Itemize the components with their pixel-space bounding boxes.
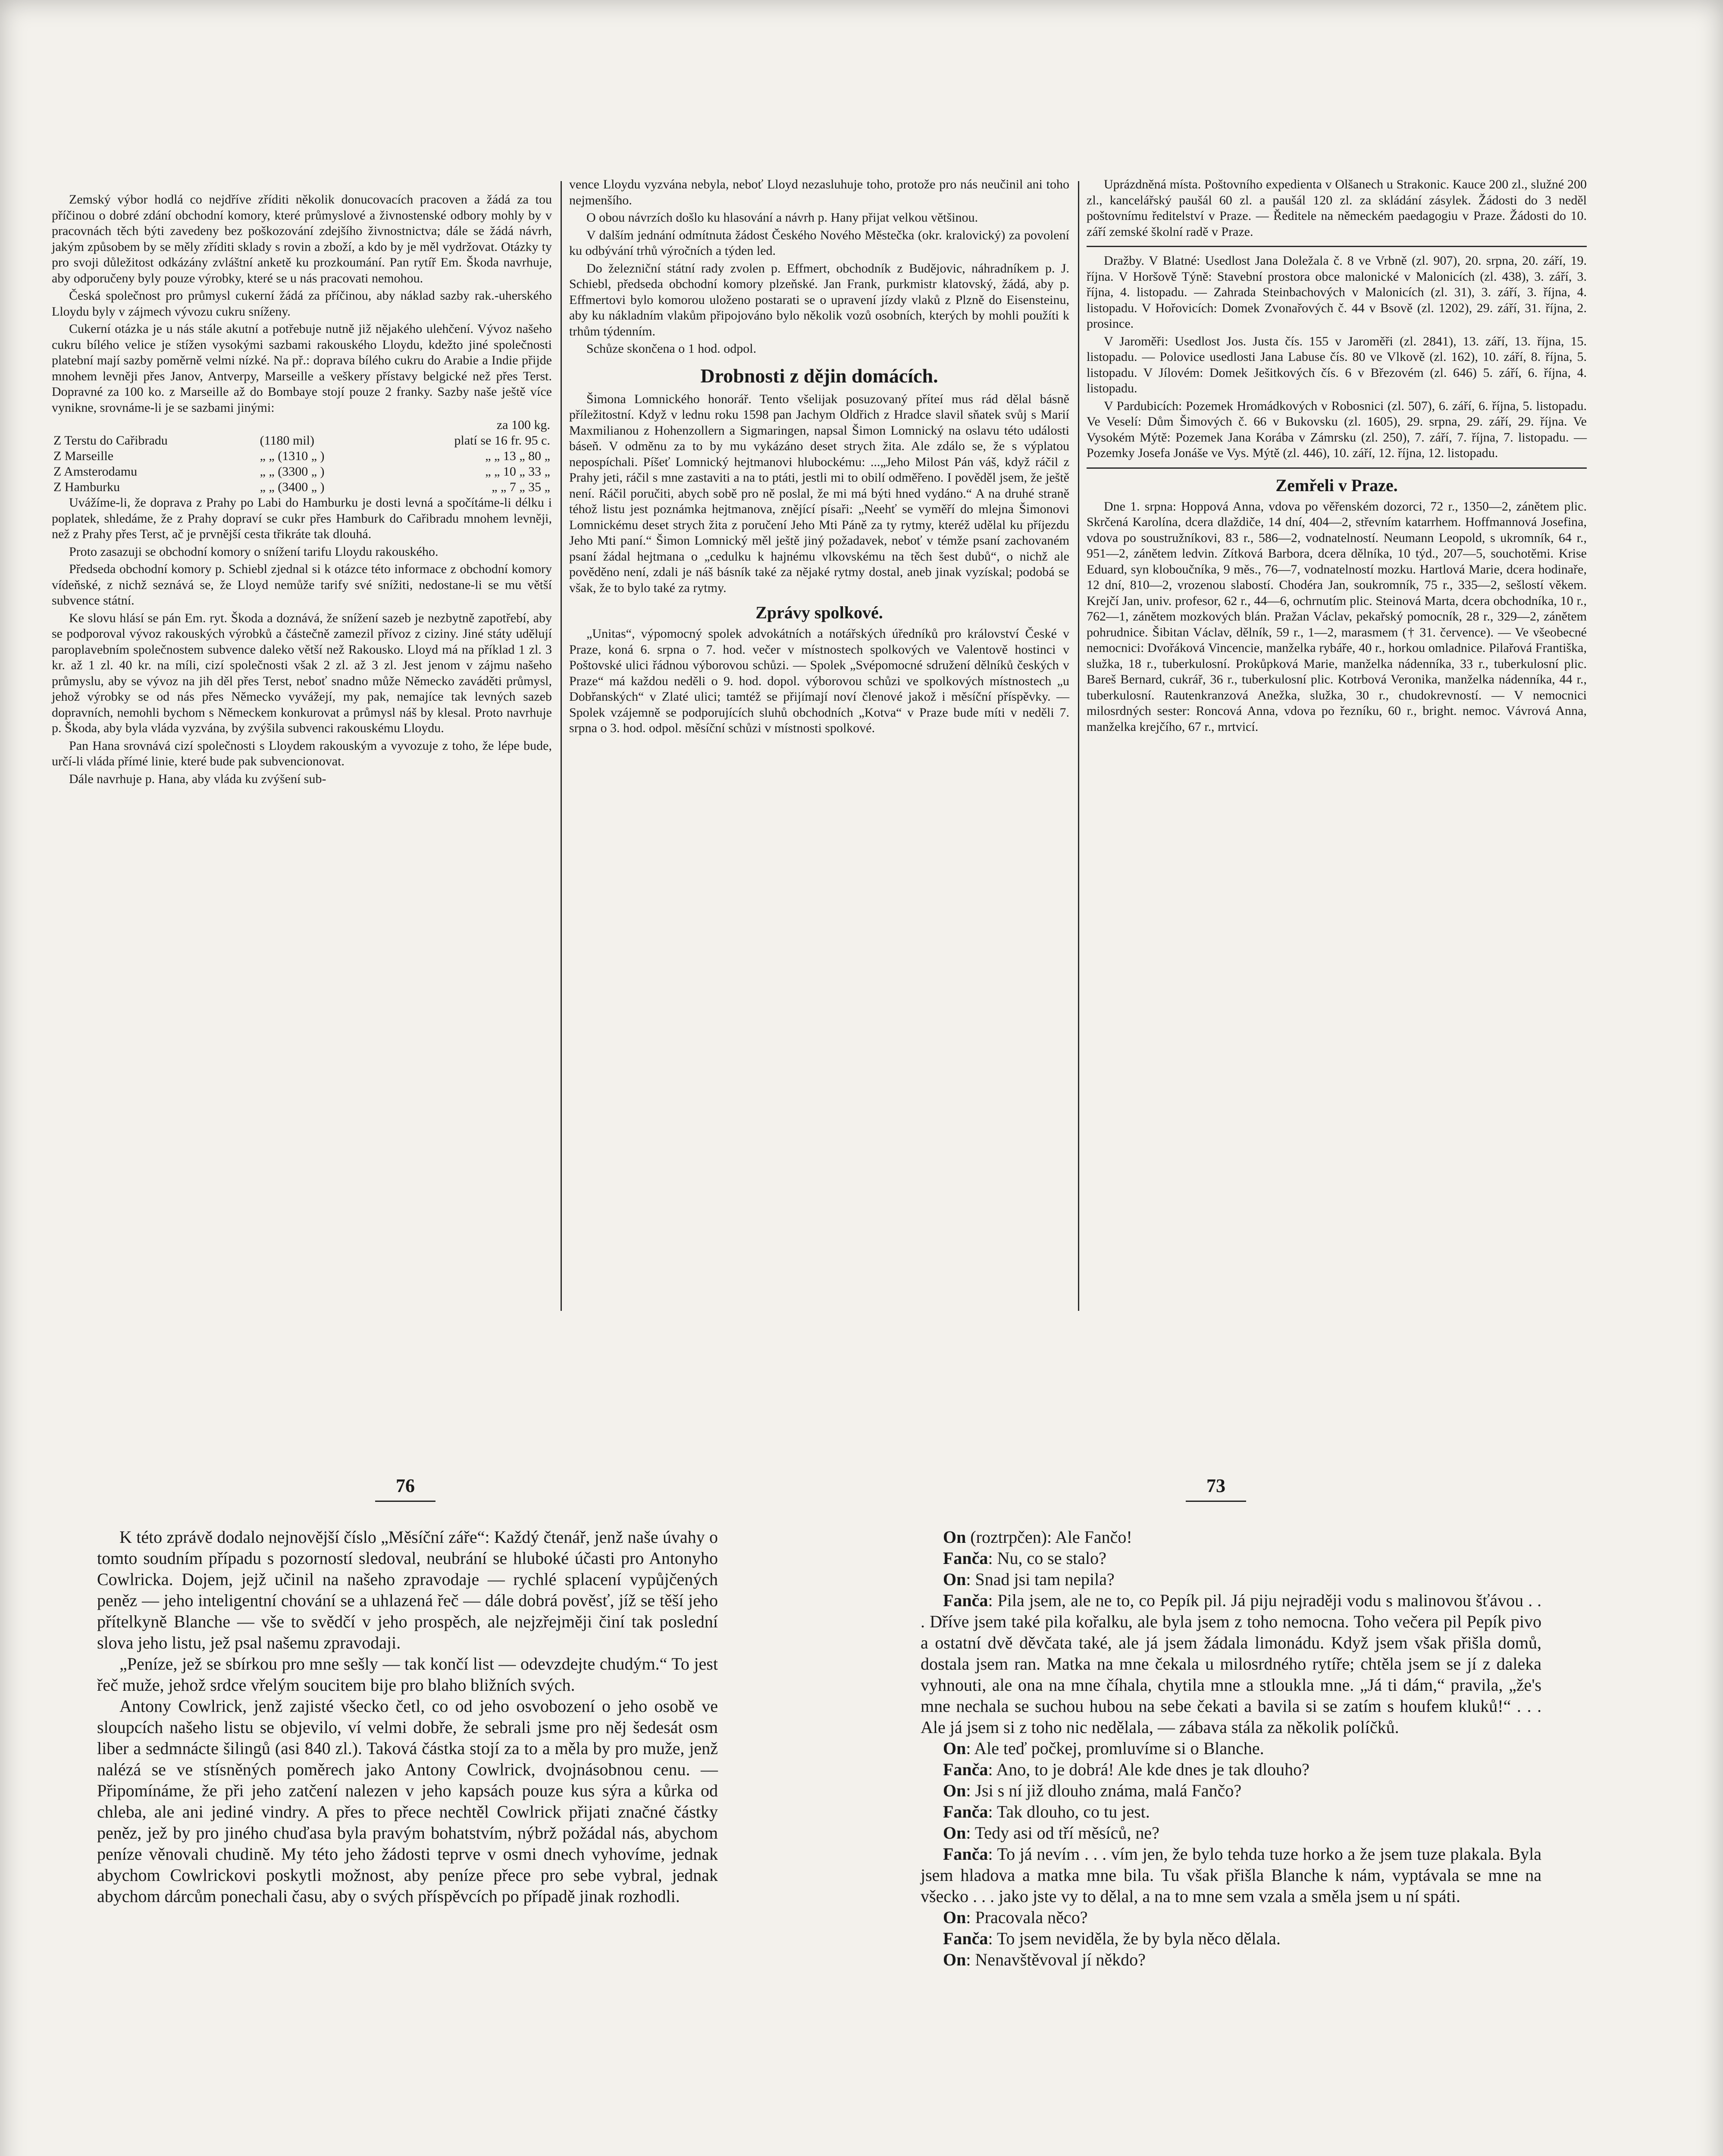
table-cell: „ „ (1310 „ ) (260, 449, 325, 463)
dialogue-line: On: Pracovala něco? (943, 1908, 1088, 1927)
dialogue-text: Ano, to je dobrá! Ale kde dnes je tak dlouho? (996, 1760, 1309, 1779)
page-number: 73 (1206, 1475, 1225, 1496)
column-divider (1078, 181, 1079, 1311)
dialogue-text: Snad jsi tam nepila? (975, 1570, 1115, 1589)
dialogue-line: On (roztrpčen): Ale Fančo! (943, 1527, 1132, 1547)
paragraph: Dne 1. srpna: Hoppová Anna, vdova po věřenském dozorci, 72 r., 1350—2, zánětem plic. Skrčená Karolína, dcera dlaždiče, 14 dní, 404—2, střevním katarrhem. Hoffmannová Josefina, vdova po soustružníkovi, 83 r., 586—2, vodnatelností. Neumann Leopold, s ukromník, 64 r., 951—2, zánětem ledvin. Zítková Barbora, dcera dělníka, 10 týd., 207—5, souchotěmi. Krise Eduard, syn kloboučníka, 9 měs., 76—7, vodnatelností mozku. Hartlová Marie, dcera hodinaře, 12 dní, 810—2, vrozenou slabostí. Chodéra Jan, soukromník, 75 r., 335—2, sešlostí věkem. Krejčí Jan, univ. profesor, 62 r., 44—6, ochrnutím plic. Steinová Marta, dcera obchodníka, 10 r., 762—1, zánětem mozkových blán. Pražan Václav, pekařský pomocník, 28 r., 329—2, zánětem pohrudnice. Šibitan Václav, dělník, 59 r., 1—2, marasmem († 31. července). — Ve všeobecné nemocnici: Dvořáková Vincencie, manželka rybáře, 40 r., horkou omladnice. Pilařová Františka, služka, 18 r., tuberkulosní. Prokůpková Marie, manželka nádenníka, 33 r., tuberkulosní plic. Bareš Bernard, cukrář, 36 r., tuberkulosní plic. Kotrbová Veronika, manželka nádenníka, 44 r., tuberkulosní. Rautenkranzová Anežka, služka, 30 r., chudokrevností. — V nemocnici milosrdných sester: Roncová Anna, vdova po řezníku, 60 r., bright. nemoc. Vávrová Anna, manželka krejčího, 67 r., mrtvicí. (1087, 499, 1587, 734)
dialogue-line: Fanča: Ano, to je dobrá! Ale kde dnes je tak dlouho? (943, 1760, 1309, 1779)
speaker-name: Fanča (943, 1929, 988, 1948)
speaker-name: On (943, 1527, 966, 1547)
bottom-left-column (97, 1526, 718, 1907)
table-cell: „ „ (3300 „ ) (260, 464, 325, 479)
speaker-name: On (943, 1908, 966, 1927)
section-heading: Drobnosti z dějin domácích. (700, 364, 938, 387)
paragraph: Dále navrhuje p. Hana, aby vláda ku zvýšení sub- (69, 771, 326, 786)
table-cell: „ „ (3400 „ ) (260, 480, 325, 494)
dialogue-text: Tak dlouho, co tu jest. (996, 1802, 1150, 1821)
speaker-name: On (943, 1570, 966, 1589)
dialogue-text: Jsi s ní již dlouho známa, malá Fančo? (975, 1781, 1242, 1800)
dialogue-line: Fanča: To já nevím . . . vím jen, že bylo tehda tuze horko a že jsem tuze plakala. Byla jsem hladova a matka mne bila. Tu však přišla Blanche k nám, vyptávala se mne na všecko . . . jako jste vy to dělal, a na to mne sem vzala a směla jsem u ní spáti. (921, 1844, 1542, 1906)
paragraph: Zemský výbor hodlá co nejdříve zříditi několik donucovacích pracoven a žádá za tou příčinou o dobré zdání obchodní komory, které průmyslové a živnostenské odbory mohly by v pracovnách těch býti zavedeny bez poškozování zdejšího živnostnictva; dále se žádá návrh, jakým způsobem by se měly zříditi sklady s rovin a zboží, a kdo by je měl vydržovat. Otázky ty pro svoji důležitost odkázány zvláštní anketě ku prozkoumání. Pan rytíř Em. Škoda navrhuje, aby odporučeny byly pouze výrobky, které se u nás pracovati nemohou. (52, 192, 552, 285)
top-column-2 (569, 177, 1069, 738)
paragraph: O obou návrzích došlo ku hlasování a návrh p. Hany přijat velkou většinou. (586, 210, 978, 225)
dialogue-text: Nu, co se stalo? (997, 1548, 1106, 1568)
page-number: 76 (396, 1475, 415, 1496)
dialogue-line: Fanča: Pila jsem, ale ne to, co Pepík pil. Já piju nejraději vodu s malinovou šťávou . . . Dříve jsem také pila kořalku, ale byla jsem z toho nemocna. Toho večera pil Pepík pivo a ostatní dvě děvčata také, ale já jsem žádala limonádu. Když jsem však přišla domů, dostala jsem ran. Matka na mne čekala u milosrdného rytíře; chtěla jsem se jí z daleka vyhnouti, ale ona na mne číhala, chytila mne a stloukla mne. „Já ti dám,“ pravila, „že's mne nechala se suchou hubou na sebe čekati a bavila si se zatím s houfem kluků!“ . . . Ale já jsem si z toho nic nedělala, — zábava stála za několik políčků. (921, 1591, 1541, 1737)
dialogue-text: To já nevím . . . vím jen, že bylo tehda tuze horko a že jsem tuze plakala. Byla jsem hladova a matka mne bila. Tu však přišla Blanche k nám, vyptávala se mne na všecko . . . jako jste vy to dělal, a na to mne sem vzala a směla jsem u ní spáti. (921, 1844, 1542, 1906)
table-cell: Z Amsterodamu (53, 464, 138, 479)
dialogue-line: On: Jsi s ní již dlouho známa, malá Fančo? (943, 1781, 1242, 1800)
table-cell: (1180 mil) (260, 433, 314, 448)
dialogue-text: Tedy asi od tří měsíců, ne? (974, 1823, 1159, 1843)
table-cell: „ „ 10 „ 33 „ (485, 464, 550, 479)
dialogue-text: Nenavštěvoval jí někdo? (975, 1950, 1146, 1969)
section-heading: Zemřeli v Praze. (1275, 475, 1398, 495)
dialogue-line: Fanča: Tak dlouho, co tu jest. (943, 1802, 1150, 1821)
speaker-name: Fanča (943, 1548, 988, 1568)
price-table (52, 417, 552, 495)
paragraph: Proto zasazuji se obchodní komory o snížení tarifu Lloydu rakouského. (69, 544, 439, 559)
stage-direction: (roztrpčen) (970, 1527, 1047, 1547)
bottom-right-column (921, 1526, 1541, 1970)
dialogue-line: On: Tedy asi od tří měsíců, ne? (943, 1823, 1159, 1843)
price-table-header: za 100 kg. (496, 418, 550, 432)
paragraph: Cukerní otázka je u nás stále akutní a potřebuje nutně již nějakého ulehčení. Vývoz našeho cukru bílého velice je stížen vysokými sazbami rakouského Lloydu, kdežto jiné společnosti platební mají sazby poměrně velmi nízké. Na př.: doprava bílého cukru do Arabie a Indie přijde mnohem levněji přes Janov, Antverpy, Marseille a veškery přístavy belgické než přes Terst. Dopravné za 100 ko. z Marseille až do Bombaye stojí pouze 2 franky. Sazby naše ještě více vynikne, srovnáme-li je se sazbami jinými: (52, 322, 552, 415)
paragraph: K této zprávě dodalo nejnovější číslo „Měsíční záře“: Každý čtenář, jenž naše úvahy o tomto soudním případu s pozorností sledoval, neubrání se hluboké účasti pro Antonyho Cowlricka. Dojem, jejž učinil na našeho zpravodaje — rychlé splacení vypůjčených peněz — jeho inteligentní chování se a uhlazená řeč — dále dobrá pověsť, jíž se těší jeho přítelkyně Blanche — vše to svědčí v jeho prospěch, ale nejzřejměji činí tak poslední slova jeho listu, jež psal našemu zpravodaji. (97, 1527, 718, 1652)
table-row (52, 479, 552, 495)
table-cell: platí se 16 fr. 95 c. (454, 433, 550, 448)
paragraph: Schůze skončena o 1 hod. odpol. (586, 342, 757, 356)
speaker-name: Fanča (943, 1591, 988, 1610)
paragraph: V Pardubicích: Pozemek Hromádkových v Robosnici (zl. 507), 6. září, 6. října, 5. listopadu. Ve Veselí: Dům Šimových č. 66 v Bukovsku (zl. 1605), 29. srpna, 29. září, 29. října. Ve Vysokém Mýtě: Pozemek Jana Korába v Zámrsku (zl. 250), 7. září, 7. října, 7. listopadu. — Pozemky Josefa Jonáše ve Vys. Mýtě (zl. 446), 10. září, 12. října, 12. listopadu. (1087, 398, 1587, 460)
paragraph: Předseda obchodní komory p. Schiebl zjednal si k otázce této informace z obchodní komory vídeňské, z nichž seznává se, že Lloyd nemůže tarify své snížiti, nedostane-li se mu větší subvence státní. (52, 562, 552, 608)
divider (1087, 467, 1587, 469)
speaker-name: On (943, 1950, 966, 1969)
top-column-1 (52, 192, 552, 789)
speaker-name: On (943, 1823, 966, 1843)
paragraph: V dalším jednání odmítnuta žádost Českého Nového Městečka (okr. kralovický) za povolení ku odbývání trhů výročních a týden led. (569, 228, 1069, 258)
paragraph: V Jaroměři: Usedlost Jos. Justa čís. 155 v Jaroměři (zl. 2841), 13. září, 13. října, 15. listopadu. — Polovice usedlosti Jana Labuse čís. 80 ve Vlkově (zl. 162), 10. září, 8. října, 5. listopadu. V Jílovém: Domek Ješitkových čís. 6 v Březovém (zl. 646) 5. září, 6. října, 4. listopadu. (1087, 334, 1587, 395)
dialogue-line: On: Nenavštěvoval jí někdo? (943, 1950, 1146, 1969)
paragraph: Ke slovu hlásí se pán Em. ryt. Škoda a doznává, že snížení sazeb je nezbytně zapotřebí, aby se podporoval vývoz rakouských výrobků a částečně zamezil přívoz z ciziny. Jiné státy udělují paroplavebním společnostem subvence daleko větší než Rakousko. Lloyd má na příklad 1 zl. 3 kr. až 1 zl. 40 kr. na míli, cizí společnosti však 2 zl. až 3 zl. Jest jenom v zájmu našeho průmyslu, aby se vývoz na jih děl přes Terst, neboť snadno může Německo zaváděti průmysl, jehož výrobky se od nás přes Německo vyvážejí, my pak, nemajíce tak levných sazeb dopravních, nemohli bychom s Německem konkurovat a průmysl náš by klesal. Proto navrhuje p. Škoda, aby byla vláda vyzvána, by zvýšila subvenci rakouskému Lloydu. (52, 611, 552, 735)
table-cell: „ „ 13 „ 80 „ (485, 449, 550, 463)
dialogue-text: Ale Fančo! (1055, 1527, 1132, 1547)
dialogue-text: Pracovala něco? (975, 1908, 1088, 1927)
paragraph: „Unitas“, výpomocný spolek advokátních a notářských úředníků pro království České v Praze, koná 6. srpna o 7. hod. večer v místnostech spolkových ve Valentově hostinci v Poštovské ulici řádnou výborovou schůzi. — Spolek „Svépomocné sdružení dělníků českých v Praze“ má každou neděli o 9. hod. dopol. výborovou schůzi ve spolkových místnostech „u Dobřanských“ v Zlaté ulici; tamtéž se přijímají noví členové jakož i měsíční příspěvky. — Spolek vzájemně se podporujících sluhů obchodních „Kotva“ v Praze bude míti v neděli 7. srpna o 3. hod. odpol. měsíční schůzi v místnosti spolkové. (569, 627, 1069, 735)
section-heading: Zprávy spolkové. (755, 603, 883, 622)
paragraph: Antony Cowlrick, jenž zajisté všecko četl, co od jeho osvobození o jeho osobě ve sloupcích našeho listu se objevilo, ví velmi dobře, že sebrali jsme pro něj šedesát osm liber a sedmnácte šilingů (asi 840 zl.). Taková částka stojí za to a měla by pro muže, jenž nalézá se ve stísněných poměrech jako Antony Cowlrick, dvojnásobnou cenu. — Připomínáme, že při jeho zatčení nalezen v jeho kapsách pouze kus sýra a kůrka od chleba, ale ani jediné vindry. A přes to přece nechtěl Cowlrick přijati značné částky peněz, jež by pro jiného chuďasa byla pravým bohatstvím, nýbrž požádal nás, abychom peníze věnovali chudině. My této jeho žádosti teprve v osmi dnech vyhovíme, jednak abychom Cowlrickovi poskytli možnost, aby peníze přece pro sebe vybral, jednak abychom dárcům ponechali času, aby o svých příspěvcích po případě jinak rozhodli. (97, 1696, 718, 1906)
table-row (52, 464, 552, 479)
paragraph: Uprázdněná místa. Poštovního expedienta v Olšanech u Strakonic. Kauce 200 zl., služné 200 zl., kancelářský paušál 60 zl. a paušál 120 zl. za skládání zásylek. Žádosti do 3 neděl poštovnímu ředitelství v Praze. — Ředitele na německém paedagogiu v Praze. Žádosti do 10. září zemské školní radě v Praze. (1087, 177, 1587, 239)
dialogue-line: Fanča: To jsem neviděla, že by byla něco dělala. (943, 1929, 1281, 1948)
column-divider (561, 181, 562, 1311)
dialogue-line: Fanča: Nu, co se stalo? (943, 1548, 1106, 1568)
top-column-3 (1087, 177, 1587, 736)
dialogue-line: On: Ale teď počkej, promluvíme si o Blanche. (943, 1739, 1264, 1758)
speaker-name: Fanča (943, 1802, 988, 1821)
paragraph: vence Lloydu vyzvána nebyla, neboť Lloyd nezasluhuje toho, protože pro nás neučinil ani toho nejmenšího. (569, 177, 1069, 207)
paragraph: Česká společnost pro průmysl cukerní žádá za příčinou, aby náklad sazby rak.-uherského Lloydu byly v zájmech vývozu cukru sníženy. (52, 288, 552, 319)
table-cell: Z Terstu do Cařibradu (53, 433, 168, 448)
dialogue-line: On: Snad jsi tam nepila? (943, 1570, 1115, 1589)
divider (1087, 246, 1587, 247)
paragraph: Šimona Lomnického honorář. Tento všelijak posuzovaný příteí mus rád dělal básně příležitostní. Když v lednu roku 1598 pan Jachym Oldřich z Hradce slavil sňatek svůj s Marií Maxmilianou z Hohenzollern a Sigmaringen, napsal Šimon Lomnický na oslavu této události báseň. V odměnu za to by mu vykázáno deset strych žita. Ale zdálo se, že s výplatou nepospíchali. Píšeť Lomnický hejtmanovi hlubockému: ...„Jeho Milost Pán váš, když ráčil z Prahy jeti, ráčil s mne zastaviti a na to ptáti, jestli mi to obilí odměřeno. I pověděl jsem, že ještě není. Ráčil poručiti, abych sobě pro ně poslal, že mi má býti hned vydáno.“ A na druhé straně téhož listu jest poznámka hejtmanova, znějící písaři: „Neehť se vyměří do mlejna Šimonovi Lomnickému deset strych žita z poručení Jeho Mti Páně za ty rytmy, kteréž udělal ku příjezdu Jeho Mti paní.“ Šimon Lomnický měl ještě jiný požadavek, neboť v témže psaní zachovaném psaní žádal hejtmana o „cedulku k hajnému vlkovskému na těch šest dubů“, o nichž ale pověděno není, zdali je náš básník také za nějaké rytmy dostal, aneb jinak vyzískal; podobá se však, že to bylo také za rytmy. (569, 392, 1069, 595)
paragraph: Do železniční státní rady zvolen p. Effmert, obchodník z Budějovic, náhradníkem p. J. Schiebl, předseda obchodní komory plzeňské. Jan Frank, purkmistr klatovský, žádá, aby p. Effmertovi bylo komorou uloženo postarati se o upravení jízdy vlaků z Plzně do Eisensteinu, aby ku nákladním vlakům připojováno bylo několik vozů osobních, kterých by mohli použíti k trhům týdenním. (569, 261, 1069, 338)
paragraph: Pan Hana srovnává cizí společnosti s Lloydem rakouským a vyvozuje z toho, že lépe bude, určí-li vláda přímé linie, které bude pak subvencionovat. (52, 738, 552, 768)
dialogue-text: To jsem neviděla, že by byla něco dělala. (996, 1929, 1281, 1948)
table-row (52, 448, 552, 464)
speaker-name: On (943, 1781, 966, 1800)
table-cell: „ „ 7 „ 35 „ (492, 480, 550, 494)
page-number-rule (1186, 1501, 1246, 1502)
dialogue-text: Pila jsem, ale ne to, co Pepík pil. Já piju nejraději vodu s malinovou šťávou . . . Dříve jsem také pila kořalku, ale byla jsem z toho nemocna. Toho večera pil Pepík pivo a ostatní dvě děvčata také, ale já jsem žádala limonádu. Když jsem však přišla domů, dostala jsem ran. Matka na mne čekala u milosrdného rytíře; chtěla jsem se jí z daleka vyhnouti, ale ona na mne číhala, chytila mne a stloukla mne. „Já ti dám,“ pravila, „že's mne nechala se suchou hubou na sebe čekati a bavila si se zatím s houfem kluků!“ . . . Ale já jsem si z toho nic nedělala, — zábava stála za několik políčků. (921, 1591, 1541, 1737)
paragraph: „Peníze, jež se sbírkou pro mne sešly — tak končí list — odevzdejte chudým.“ To jest řeč muže, jehož srdce vřelým soucitem bije pro blaho bližních svých. (97, 1654, 718, 1695)
speaker-name: On (943, 1739, 966, 1758)
table-cell: Z Marseille (53, 449, 114, 463)
dialogue-text: Ale teď počkej, promluvíme si o Blanche. (974, 1739, 1264, 1758)
paragraph: Uvážíme-li, že doprava z Prahy po Labi do Hamburku je dosti levná a spočítáme-li délku i poplatek, shledáme, že z Prahy dopraví se cukr přes Hamburk do Cařibradu mnohem levněji, než z Prahy přes Terst, ač je prvnější cesta třikráte tak dlouhá. (52, 495, 552, 541)
speaker-name: Fanča (943, 1760, 988, 1779)
speaker-name: Fanča (943, 1844, 988, 1864)
paragraph: Dražby. V Blatné: Usedlost Jana Doležala č. 8 ve Vrbně (zl. 907), 20. srpna, 20. září, 19. října. V Horšově Týně: Stavební prostora obce malonické v Malonicích (zl. 438), 3. září, 3. října, 4. listopadu. — Zahrada Steinbachových v Malonicích (zl. 31), 3. září, 3. října, 4. listopadu. V Hořovicích: Domek Zvonařových č. 44 v Bsově (zl. 1202), 29. září, 31. října, 2. prosince. (1087, 254, 1587, 331)
page-number-rule (375, 1501, 435, 1502)
table-row (52, 433, 552, 448)
table-cell: Z Hamburku (53, 480, 120, 494)
